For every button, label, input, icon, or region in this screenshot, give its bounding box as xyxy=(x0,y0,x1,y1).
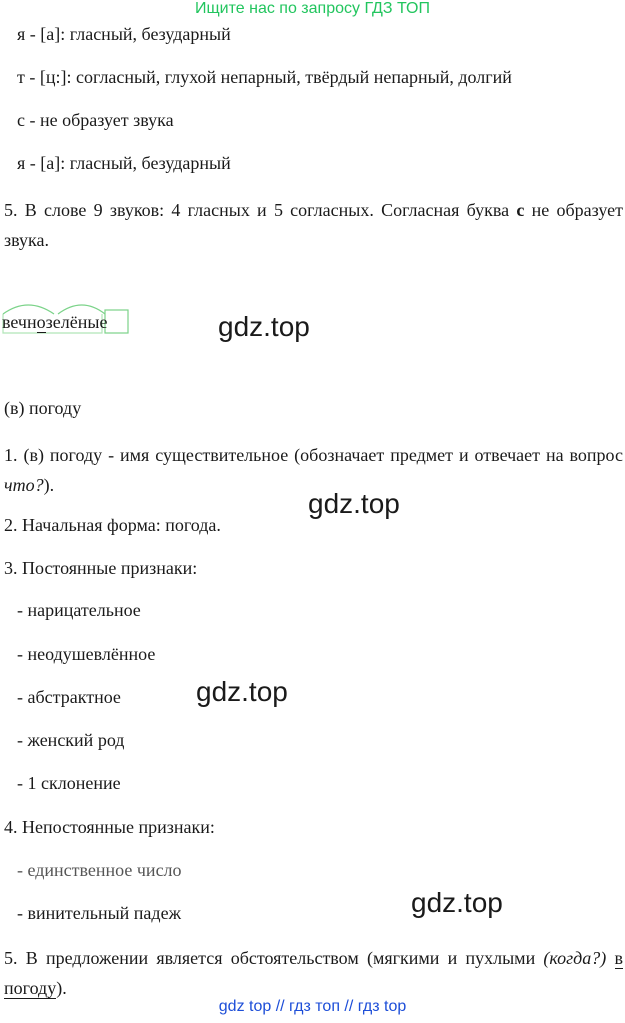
footer-links[interactable]: gdz top // гдз топ // гдз top xyxy=(218,998,407,1015)
phonetic-line: с - не образует звука xyxy=(17,110,174,130)
point-4: 4. Непостоянные признаки: xyxy=(4,817,215,837)
watermark: gdz.top xyxy=(196,676,288,707)
feature-item: - неодушевлённое xyxy=(17,644,156,664)
bold-letter: с xyxy=(516,200,525,220)
morph-word: вечнозелёные xyxy=(2,312,108,332)
phonetic-line: я - [а]: гласный, безударный xyxy=(17,153,231,173)
word-ending: ые xyxy=(87,312,108,332)
feature-item: - единственное число xyxy=(17,860,182,880)
phonetic-line: я - [а]: гласный, безударный xyxy=(17,24,231,44)
underlined-phrase: в погоду xyxy=(4,948,623,998)
point-5: 5. В предложении является обстоятельством (мягкими и пухлыми (когда?) в погоду). xyxy=(4,948,623,998)
sound-summary: 5. В слове 9 звуков: 4 гласных и 5 согласных. Согласная буква с не образует звука. xyxy=(4,200,623,250)
top-banner[interactable]: Ищите нас по запросу ГДЗ ТОП xyxy=(195,0,430,17)
point-3: 3. Постоянные признаки: xyxy=(4,558,198,578)
watermark: gdz.top xyxy=(411,887,503,918)
phonetic-line: т - [ц:]: согласный, глухой непарный, твёрдый непарный, долгий xyxy=(17,67,512,87)
phrase: (в) погоду xyxy=(4,398,82,418)
feature-item: - нарицательное xyxy=(17,600,141,620)
feature-item: - 1 склонение xyxy=(17,773,121,793)
point-2: 2. Начальная форма: погода. xyxy=(4,515,221,535)
feature-item: - женский род xyxy=(17,730,125,750)
watermark: gdz.top xyxy=(308,488,400,519)
point-1: 1. (в) погоду - имя существительное (обозначает предмет и отвечает на вопрос что?). xyxy=(4,445,623,495)
watermark: gdz.top xyxy=(218,311,310,342)
feature-item: - абстрактное xyxy=(17,687,121,707)
linking-vowel: о xyxy=(36,312,46,332)
morpheme-parse xyxy=(2,300,108,332)
feature-item: - винительный падеж xyxy=(17,903,182,923)
